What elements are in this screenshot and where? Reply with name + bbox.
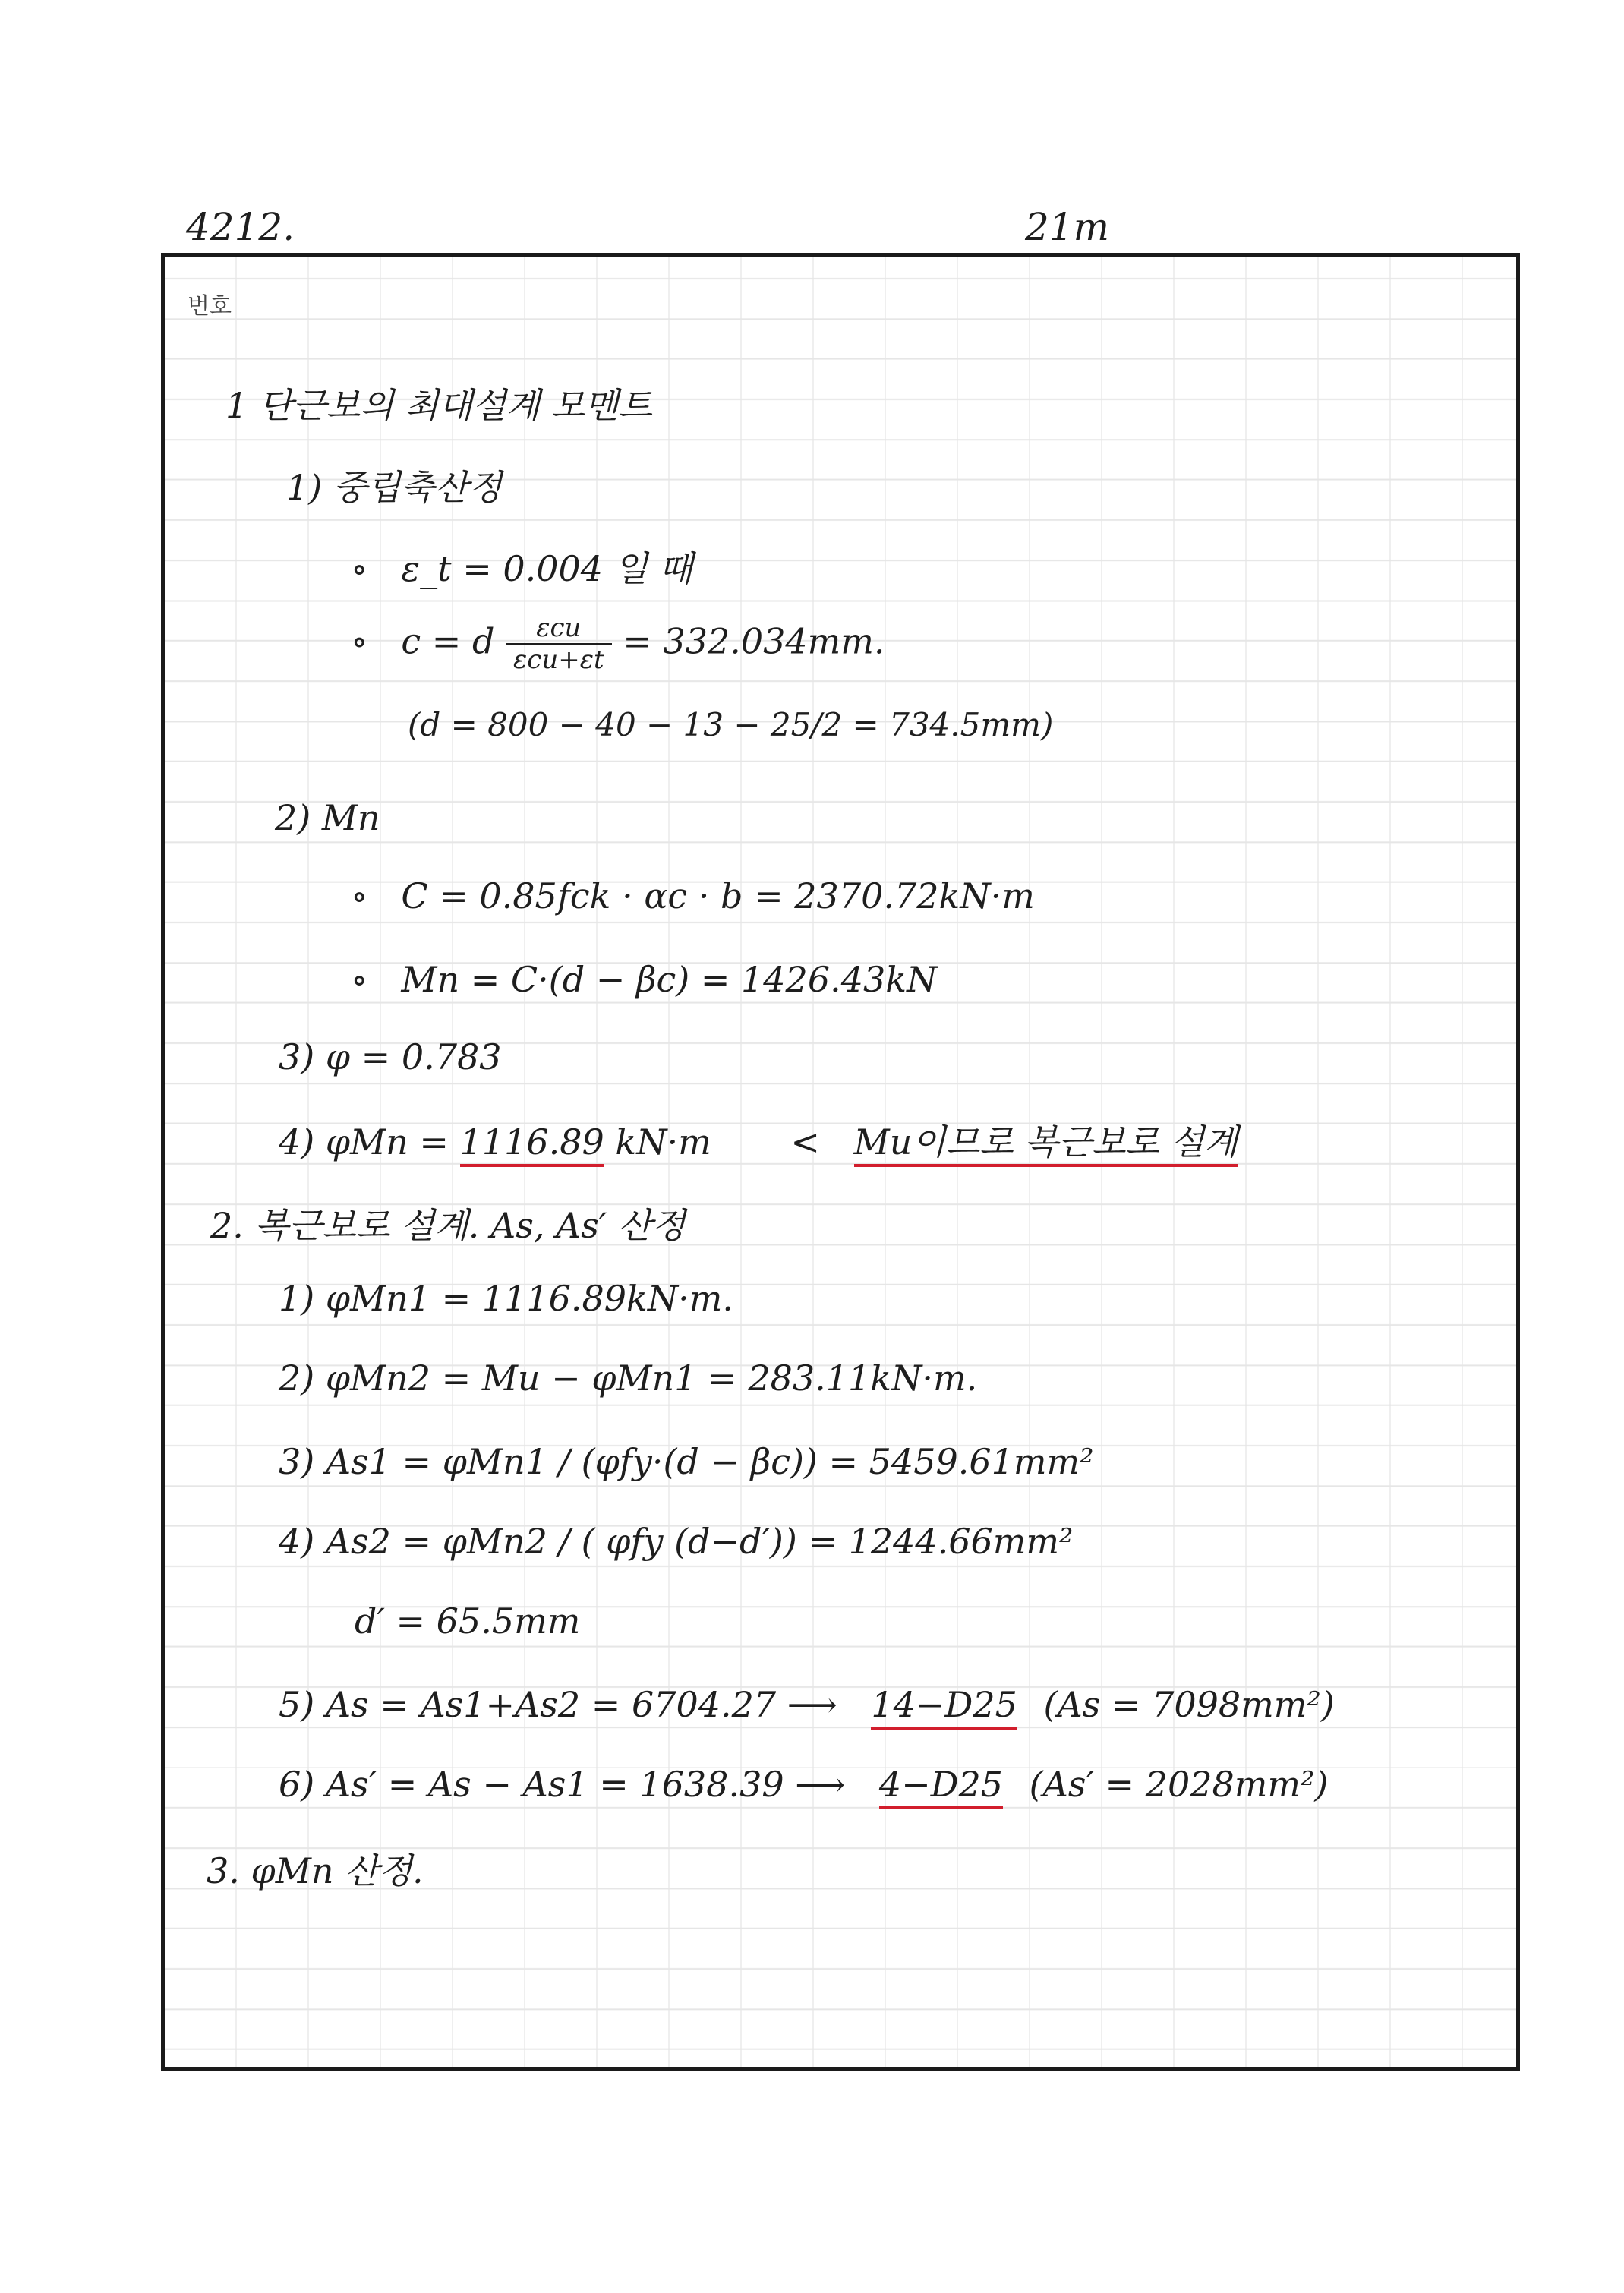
sheet-id: 4212.: [186, 205, 295, 249]
note-box: [161, 253, 1520, 2071]
phi-Mn-prefix: 4) φMn =: [279, 1121, 449, 1162]
section1-title: 1 단근보의 최대설계 모멘트: [225, 385, 652, 426]
section2-title: 2. 복근보로 설계. As, As′ 산정: [210, 1205, 686, 1246]
phi-value: 3) φ = 0.783: [279, 1036, 502, 1077]
number-label: 번호: [188, 294, 232, 319]
tension-rebar-selection: 14−D25: [871, 1684, 1017, 1730]
bullet-C: [351, 875, 1035, 916]
section2-line5: [279, 1684, 1335, 1725]
section1-sub2: 2) Mn: [275, 797, 380, 838]
c-result: = 332.034mm.: [623, 620, 885, 662]
bullet-dot-icon: ∘: [351, 620, 402, 662]
As-total-eq: 5) As = As1+As2 = 6704.27 ⟶: [279, 1684, 837, 1725]
section2-line1: 1) φMn1 = 1116.89kN·m.: [279, 1278, 734, 1319]
As-prime-eq: 6) As′ = As − As1 = 1638.39 ⟶: [279, 1764, 846, 1805]
design-decision-note: Mu이므로 복근보로 설계: [854, 1121, 1238, 1167]
compression-rebar-selection: 4−D25: [879, 1764, 1003, 1809]
section2-line3: 3) As1 = φMn1 / (φfy·(d − βc)) = 5459.61mm²: [279, 1441, 1094, 1482]
strain-fraction: [506, 613, 612, 675]
c-prefix: c = d: [401, 620, 495, 662]
section1-sub1: 1) 중립축산정: [286, 467, 503, 508]
fraction-denominator: εcu+εt: [513, 645, 604, 676]
section2-line2: 2) φMn2 = Mu − φMn1 = 283.11kN·m.: [279, 1358, 978, 1399]
bullet-dot-icon: ∘: [351, 548, 402, 589]
phi-Mn-value: 1116.89: [460, 1121, 604, 1167]
section2-line6: [279, 1764, 1328, 1805]
bullet-dot-icon: ∘: [351, 875, 402, 916]
bullet-strain: [351, 541, 692, 591]
nominal-moment-eq: Mn = C·(d − βc) = 1426.43kN: [401, 959, 938, 1000]
d-prime-value: d′ = 65.5mm: [355, 1601, 581, 1642]
bullet-dot-icon: ∘: [351, 959, 402, 1000]
compression-force-eq: C = 0.85fck · αc · b = 2370.72kN·m: [401, 875, 1035, 916]
bullet-c-eq: [351, 613, 885, 675]
tension-rebar-area: (As = 7098mm²): [1043, 1684, 1335, 1725]
bullet-Mn: [351, 959, 937, 1000]
compare-sign: <: [790, 1121, 820, 1162]
scale-label: 21m: [1025, 205, 1110, 249]
section2-line4: 4) As2 = φMn2 / ( φfy (d−d′)) = 1244.66mm²: [279, 1521, 1074, 1562]
phi-Mn-line: [279, 1115, 1238, 1165]
d-calculation: (d = 800 − 40 − 13 − 25/2 = 734.5mm): [408, 706, 1054, 743]
fraction-numerator: εcu: [506, 613, 612, 645]
strain-condition: ε_t = 0.004 일 때: [401, 548, 693, 589]
compression-rebar-area: (As′ = 2028mm²): [1029, 1764, 1329, 1805]
section3-title: 3. φMn 산정.: [207, 1850, 424, 1891]
phi-Mn-unit: kN·m: [615, 1121, 711, 1162]
